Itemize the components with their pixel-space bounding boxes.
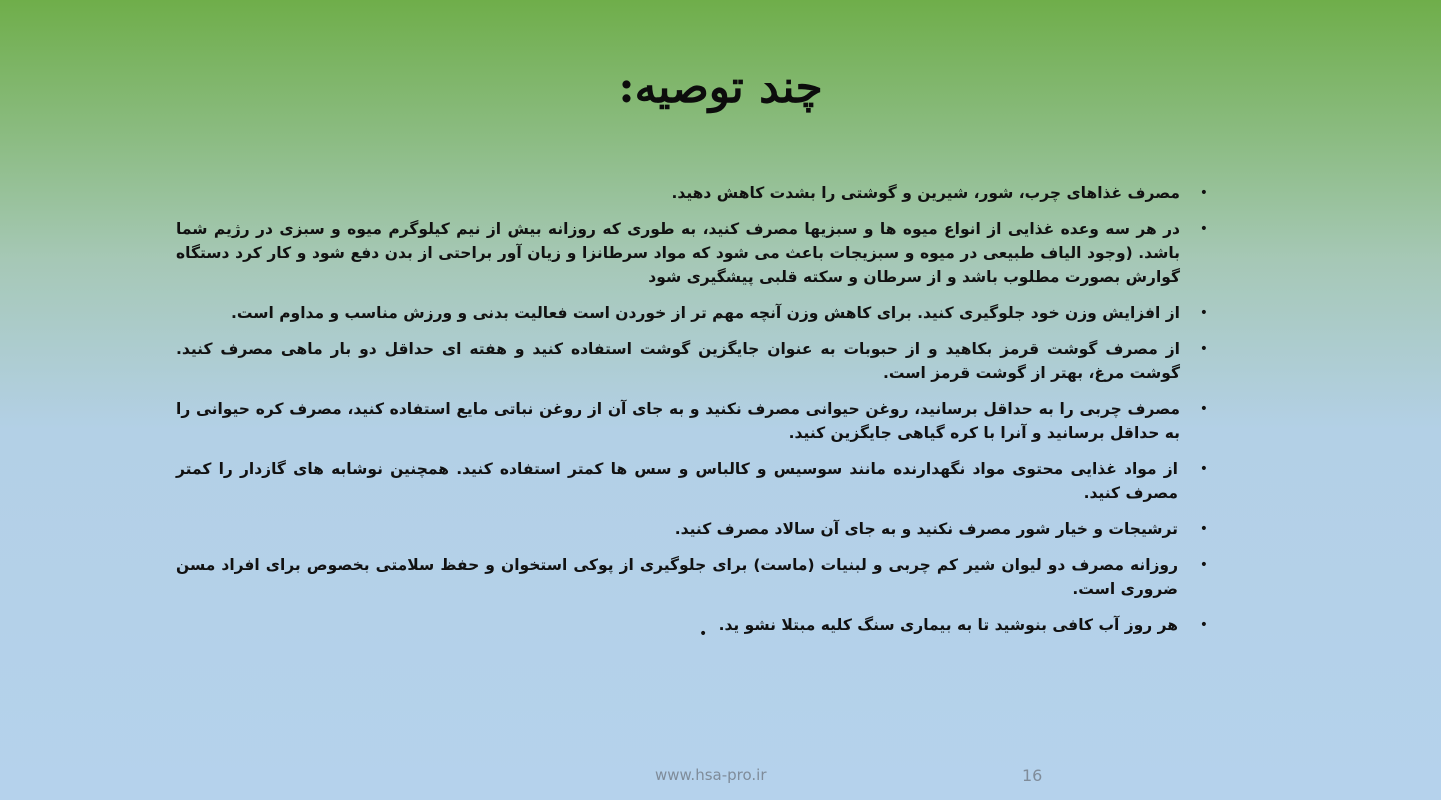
page-number: 16: [1022, 766, 1043, 785]
list-item: • از مواد غذایی محتوی مواد نگهدارنده مانند سوسیس و کالباس و سس ها کمتر استفاده کنید. همچنین نوشابه های گازدار را کمتر مصرف کنید.: [176, 457, 1212, 505]
slide-title: چند توصیه:: [618, 62, 823, 113]
list-item: • از افزایش وزن خود جلوگیری کنید. برای کاهش وزن آنچه مهم تر از خوردن است فعالیت بدنی و ورزش مناسب و مداوم است.: [176, 301, 1212, 325]
recommendation-list: [176, 181, 1212, 649]
footer-url: www.hsa-pro.ir: [655, 766, 767, 784]
list-item: • هر روز آب کافی بنوشید تا به بیماری سنگ کلیه مبتلا نشو ید.: [176, 613, 1212, 637]
list-item: • از مصرف گوشت قرمز بکاهید و از حبوبات به عنوان جایگزین گوشت استفاده کنید و هفته ای حداقل دو بار ماهی مصرف کنید. گوشت مرغ، بهتر از گوشت قرمز است.: [176, 337, 1212, 385]
list-item: • روزانه مصرف دو لیوان شیر کم چربی و لبنیات (ماست) برای جلوگیری از پوکی استخوان و حفظ سلامتی بخصوص برای افراد مسن ضروری است.: [176, 553, 1212, 601]
list-item: • مصرف چربی را به حداقل برسانید، روغن حیوانی مصرف نکنید و به جای آن از روغن نباتی مایع استفاده کنید، مصرف کره حیوانی را به حداقل برسانید و آنرا با کره گیاهی جایگزین کنید.: [176, 397, 1212, 445]
list-item: • مصرف غذاهای چرب، شور، شیرین و گوشتی را بشدت کاهش دهید.: [176, 181, 1212, 205]
list-item: • در هر سه وعده غذایی از انواع میوه ها و سبزیها مصرف کنید، به طوری که روزانه بیش از نیم کیلوگرم میوه و سبزی در رژیم شما باشد. (وجود الیاف طبیعی در میوه و سبزیجات باعث می شود که مواد سرطانزا و زیان آور براحتی از بدن دفع شود و کار کرد دستگاه گوارش بصورت مطلوب باشد و از سرطان و سکته قلبی پیشگیری شود: [176, 217, 1212, 289]
list-item: • ترشیجات و خیار شور مصرف نکنید و به جای آن سالاد مصرف کنید.: [176, 517, 1212, 541]
empty-bullet: •: [699, 626, 708, 642]
